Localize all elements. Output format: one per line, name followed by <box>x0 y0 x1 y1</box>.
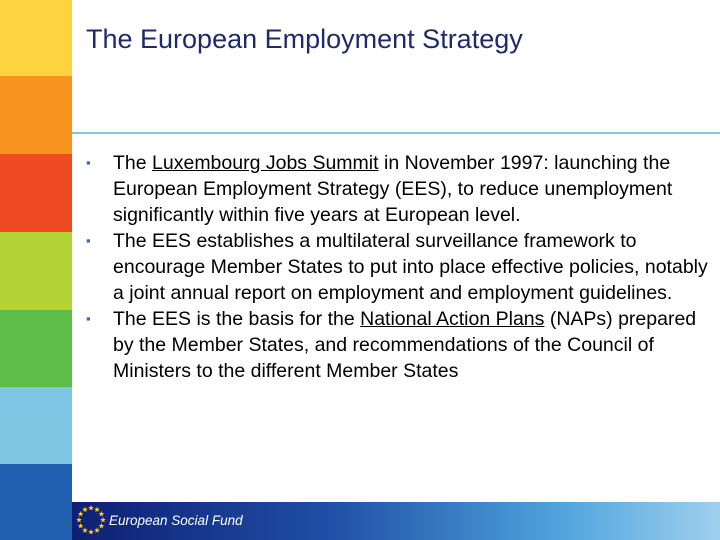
bullet-item <box>86 228 712 306</box>
eu-flag-icon <box>74 503 108 537</box>
luxembourg-jobs-summit-link[interactable]: Luxembourg Jobs Summit <box>152 152 379 174</box>
bullet-text: The EES establishes a multilateral surveillance framework to encourage Member States to put into place effective policies, notably a joint annual report on employment and employment guidelines. <box>113 230 708 304</box>
square-bullet-icon: ▪ <box>86 155 91 170</box>
eu-star-icon <box>78 523 84 528</box>
stripe-light-blue <box>0 387 72 464</box>
square-bullet-icon: ▪ <box>86 311 91 326</box>
color-stripes <box>0 0 72 540</box>
bullet-list <box>86 150 712 384</box>
eu-star-icon <box>100 517 106 522</box>
bullet-text: (NAPs) prepared by the Member States, and recommendations of the Council of Ministers to the different Member States <box>113 308 697 382</box>
stripe-yellow <box>0 0 72 76</box>
bullet-text: The EES is the basis for the <box>113 308 361 330</box>
bullet-item <box>86 150 712 228</box>
eu-star-icon <box>99 511 105 516</box>
eu-star-icon <box>88 505 94 510</box>
eu-star-icon <box>82 507 88 512</box>
stripe-red <box>0 154 72 232</box>
slide-title: The European Employment Strategy <box>86 24 523 54</box>
eu-star-icon <box>78 511 84 516</box>
bullet-item <box>86 306 712 384</box>
eu-star-icon <box>82 527 88 532</box>
national-action-plans-link[interactable]: National Action Plans <box>360 308 545 330</box>
bullet-text: The <box>113 152 153 174</box>
square-bullet-icon: ▪ <box>86 233 91 248</box>
stripe-orange <box>0 76 72 154</box>
bullet-text: in November 1997: launching the European Employment Strategy (EES), to reduce unemployment significantly within five years at European level. <box>113 152 673 226</box>
eu-star-icon <box>94 527 100 532</box>
stripe-green <box>0 310 72 387</box>
eu-star-icon <box>76 517 82 522</box>
stripe-lime <box>0 232 72 310</box>
eu-star-icon <box>94 507 100 512</box>
eu-star-icon <box>88 529 94 534</box>
footer-bar <box>72 502 720 540</box>
title-divider <box>72 132 720 134</box>
stripe-blue <box>0 464 72 540</box>
footer-label: European Social Fund <box>109 513 243 528</box>
eu-star-icon <box>99 523 105 528</box>
